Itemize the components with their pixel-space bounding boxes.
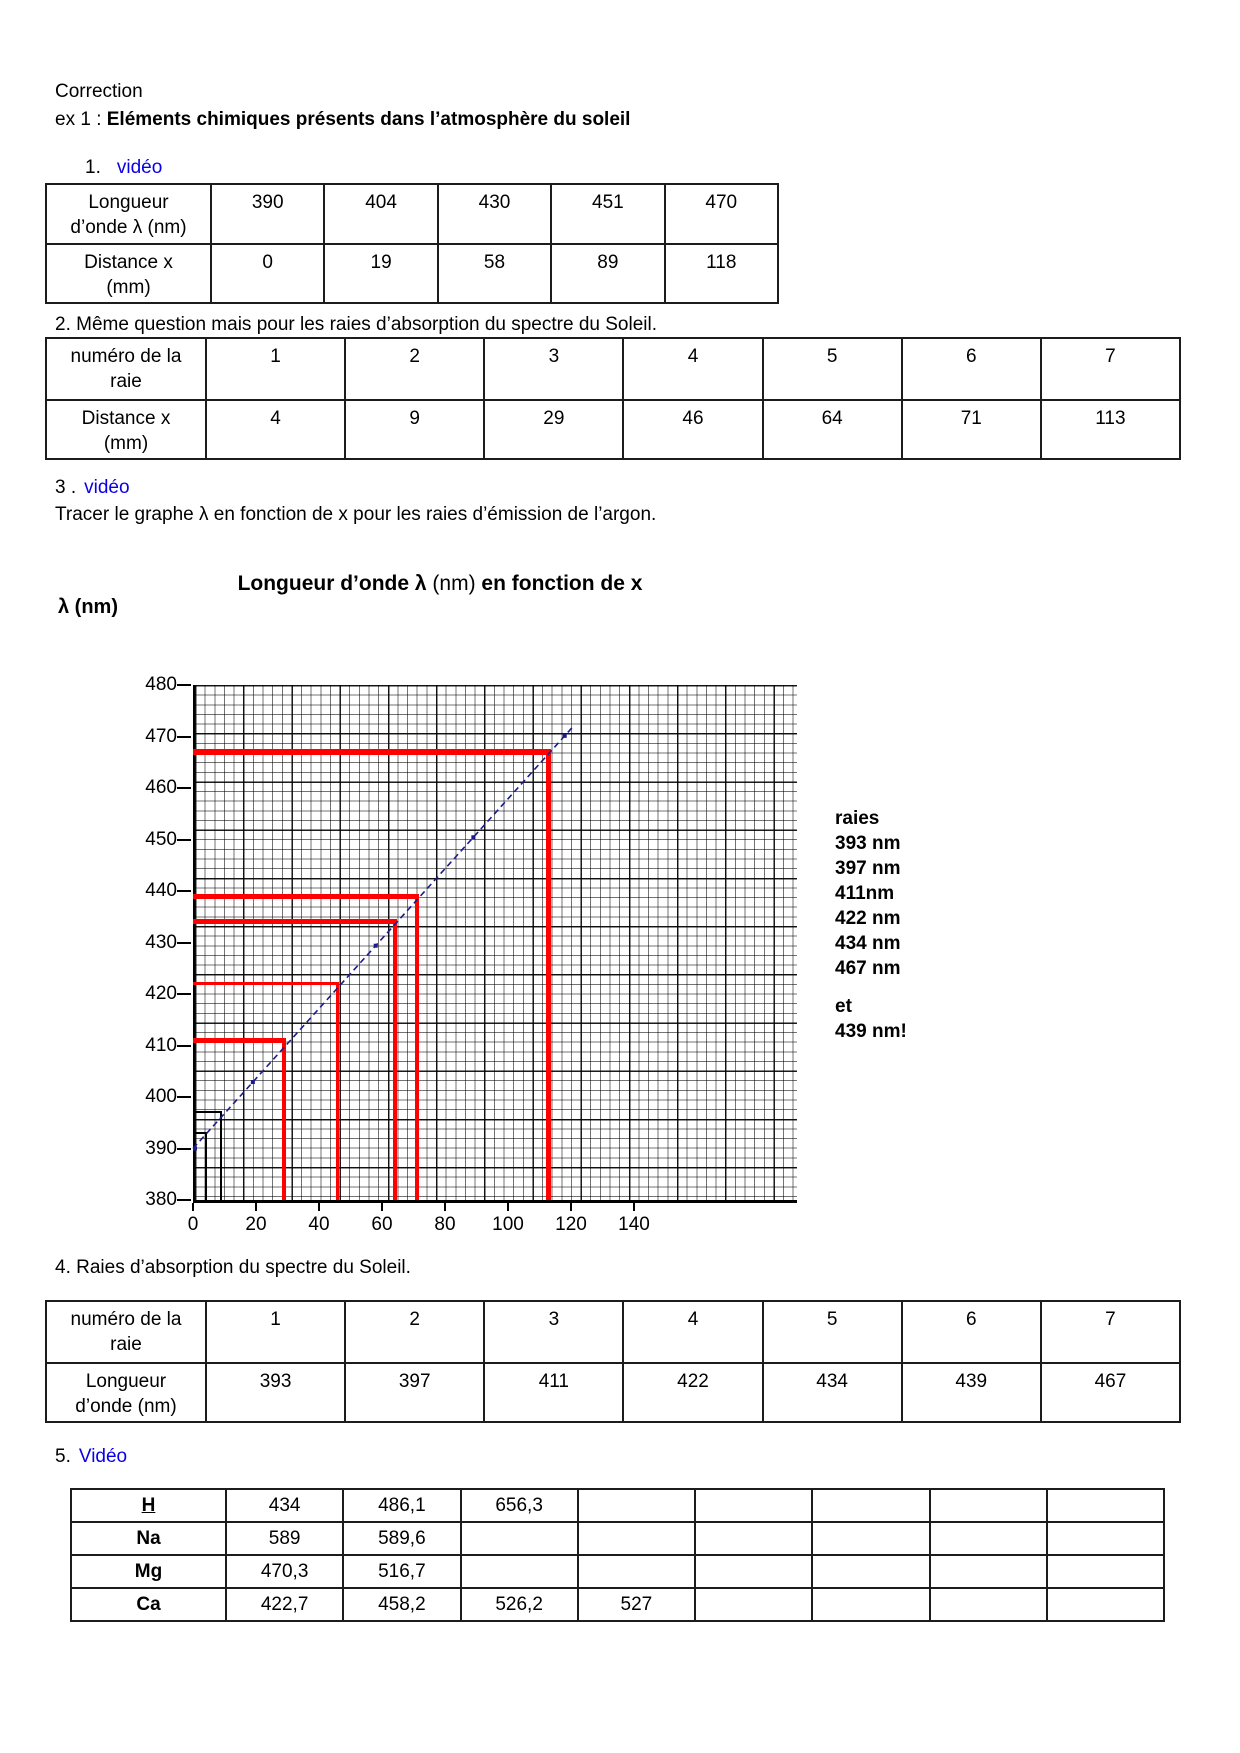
table-cell: 29	[484, 400, 623, 459]
table-cell: 46	[623, 400, 762, 459]
video-link-1[interactable]: vidéo	[116, 157, 163, 178]
y-tick-label: 420	[145, 983, 177, 1004]
element-label: Na	[71, 1522, 226, 1555]
row-label: Longueur d’onde λ (nm)	[46, 184, 211, 244]
table-cell: 422,7	[226, 1588, 343, 1621]
table-cell: 113	[1041, 400, 1180, 459]
y-tick-mark	[177, 993, 191, 995]
table-row	[46, 184, 778, 244]
x-tick-label: 120	[555, 1214, 587, 1235]
table-cell	[1047, 1522, 1164, 1555]
y-tick-label: 430	[145, 931, 177, 953]
y-tick-mark	[177, 1199, 191, 1201]
row-label: Longueur d’onde (nm)	[46, 1363, 206, 1422]
table-cell	[695, 1555, 812, 1588]
x-tick-label: 140	[618, 1214, 650, 1235]
table-cell: 3	[484, 1301, 623, 1363]
table-cell	[695, 1588, 812, 1621]
table-cell	[1047, 1489, 1164, 1522]
element-label: Mg	[71, 1555, 226, 1588]
table-cell: 9	[345, 400, 484, 459]
x-tick-label: 40	[308, 1214, 330, 1235]
table-cell: 467	[1041, 1363, 1180, 1422]
x-tick-mark	[507, 1203, 509, 1211]
element-label: H	[71, 1489, 226, 1522]
table-cell: 58	[438, 244, 551, 303]
y-tick-label: 380	[145, 1189, 177, 1210]
table-cell: 1	[206, 338, 345, 400]
table-cell	[461, 1555, 578, 1588]
table-cell: 3	[484, 338, 623, 400]
y-tick-label: 440	[145, 880, 177, 901]
x-tick-mark	[318, 1203, 320, 1211]
y-tick-mark	[177, 1148, 191, 1150]
annotation-item: 422 nm	[835, 908, 901, 929]
y-tick-mark	[177, 684, 191, 686]
table-cell: 411	[484, 1363, 623, 1422]
table-cell: 393	[206, 1363, 345, 1422]
x-tick-label: 80	[434, 1214, 456, 1235]
section-3-instruction: Tracer le graphe λ en fonction de x pour les raies d’émission de l’argon.	[55, 504, 657, 525]
table-cell	[930, 1522, 1047, 1555]
x-tick-label: 60	[371, 1214, 393, 1235]
y-tick-mark	[177, 736, 191, 738]
table-cell: 2	[345, 1301, 484, 1363]
table-row	[46, 244, 778, 303]
table-cell: 526,2	[461, 1588, 578, 1621]
table-cell: 390	[211, 184, 324, 244]
x-tick-mark	[570, 1203, 572, 1211]
table-cell	[812, 1588, 929, 1621]
y-tick-label: 450	[145, 828, 177, 850]
x-tick-label: 20	[245, 1214, 267, 1235]
row-label: Distance x (mm)	[46, 400, 206, 459]
table-cell: 434	[226, 1489, 343, 1522]
y-axis-title: λ (nm)	[58, 596, 118, 618]
table-row	[71, 1588, 1164, 1621]
page-title: Correction	[55, 81, 143, 102]
x-tick-mark	[444, 1203, 446, 1211]
table-row	[46, 1363, 1180, 1422]
table-cell: 64	[763, 400, 902, 459]
table-cell: 470,3	[226, 1555, 343, 1588]
table-cell: 5	[763, 1301, 902, 1363]
section-5-heading	[55, 1445, 127, 1469]
table-cell: 1	[206, 1301, 345, 1363]
table-cell	[1047, 1588, 1164, 1621]
row-label: numéro de la raie	[46, 338, 206, 400]
y-tick-mark	[177, 1096, 191, 1098]
table-cell: 656,3	[461, 1489, 578, 1522]
table-cell: 430	[438, 184, 551, 244]
table-cell: 439	[902, 1363, 1041, 1422]
x-tick-mark	[633, 1203, 635, 1211]
section-1-number: 1.	[85, 157, 101, 178]
table-cell: 516,7	[343, 1555, 460, 1588]
table-cell	[812, 1489, 929, 1522]
video-link-5[interactable]: Vidéo	[78, 1446, 128, 1467]
table-cell: 7	[1041, 338, 1180, 400]
table-cell: 527	[578, 1588, 695, 1621]
section-5-number: 5.	[55, 1446, 71, 1467]
row-label: numéro de la raie	[46, 1301, 206, 1363]
calibration-chart	[0, 560, 1240, 1258]
y-tick-mark	[177, 787, 191, 789]
absorption-wavelength-table	[45, 1300, 1181, 1423]
annotation-heading: raies	[835, 808, 880, 829]
y-tick-label: 410	[145, 1034, 177, 1056]
table-cell: 470	[665, 184, 778, 244]
table-cell: 71	[902, 400, 1041, 459]
table-cell: 404	[324, 184, 437, 244]
annotation-item: 439 nm!	[835, 1021, 907, 1042]
annotation-item: 393 nm	[835, 833, 901, 854]
plot-area	[193, 685, 797, 1203]
table-cell: 89	[551, 244, 664, 303]
y-tick-label: 390	[145, 1137, 177, 1159]
emission-lines-table	[45, 183, 779, 304]
annotation-item: 434 nm	[835, 933, 901, 954]
table-cell	[1047, 1555, 1164, 1588]
table-cell	[578, 1489, 695, 1522]
table-cell	[930, 1489, 1047, 1522]
table-cell	[578, 1555, 695, 1588]
raies-annotation	[835, 806, 907, 1044]
table-cell	[695, 1522, 812, 1555]
y-tick-mark	[177, 942, 191, 944]
table-row	[71, 1522, 1164, 1555]
table-cell	[695, 1489, 812, 1522]
table-cell	[812, 1522, 929, 1555]
section-1-heading	[85, 156, 162, 180]
y-tick-mark	[177, 839, 191, 841]
table-cell: 4	[623, 338, 762, 400]
section-2-heading: 2. Même question mais pour les raies d’absorption du spectre du Soleil.	[55, 314, 657, 335]
section-4-heading: 4. Raies d’absorption du spectre du Soleil.	[55, 1257, 411, 1278]
table-cell: 4	[623, 1301, 762, 1363]
table-cell: 2	[345, 338, 484, 400]
annotation-item: 467 nm	[835, 958, 901, 979]
table-cell: 589,6	[343, 1522, 460, 1555]
table-cell	[930, 1588, 1047, 1621]
table-cell: 6	[902, 1301, 1041, 1363]
exercise-title	[55, 108, 630, 132]
video-link-3[interactable]: vidéo	[84, 477, 130, 498]
table-cell: 7	[1041, 1301, 1180, 1363]
exercise-title-text: Eléments chimiques présents dans l’atmosphère du soleil	[106, 109, 631, 130]
annotation-et: et	[835, 996, 852, 1017]
x-tick-label: 100	[492, 1214, 524, 1235]
annotation-item: 411nm	[835, 883, 895, 904]
table-row	[46, 400, 1180, 459]
table-cell: 0	[211, 244, 324, 303]
row-label: Distance x (mm)	[46, 244, 211, 303]
table-cell: 434	[763, 1363, 902, 1422]
section-3-number: 3 .	[55, 477, 77, 498]
section-3-heading	[55, 476, 130, 500]
table-cell: 5	[763, 338, 902, 400]
x-tick-mark	[255, 1203, 257, 1211]
table-cell: 451	[551, 184, 664, 244]
table-cell: 4	[206, 400, 345, 459]
table-cell	[461, 1522, 578, 1555]
table-cell: 19	[324, 244, 437, 303]
chart-title: Longueur d’onde λ (nm) en fonction de x	[237, 572, 643, 595]
table-cell	[578, 1522, 695, 1555]
table-cell: 486,1	[343, 1489, 460, 1522]
exercise-number: ex 1 :	[55, 109, 107, 130]
table-row	[71, 1489, 1164, 1522]
table-row	[71, 1555, 1164, 1588]
y-tick-mark	[177, 890, 191, 892]
x-tick-mark	[381, 1203, 383, 1211]
y-tick-label: 460	[145, 777, 177, 798]
y-tick-label: 470	[145, 725, 177, 747]
table-cell: 422	[623, 1363, 762, 1422]
table-row	[46, 338, 1180, 400]
table-cell: 589	[226, 1522, 343, 1555]
y-tick-label: 480	[145, 674, 177, 695]
absorption-distance-table	[45, 337, 1181, 460]
table-cell: 6	[902, 338, 1041, 400]
table-cell: 118	[665, 244, 778, 303]
table-cell	[930, 1555, 1047, 1588]
table-cell: 458,2	[343, 1588, 460, 1621]
table-row	[46, 1301, 1180, 1363]
element-label: Ca	[71, 1588, 226, 1621]
table-cell: 397	[345, 1363, 484, 1422]
x-tick-label: 0	[187, 1214, 199, 1235]
y-tick-mark	[177, 1045, 191, 1047]
table-cell	[812, 1555, 929, 1588]
element-wavelengths-table	[70, 1488, 1165, 1622]
x-tick-mark	[192, 1203, 194, 1211]
annotation-item: 397 nm	[835, 858, 901, 879]
y-tick-label: 400	[145, 1086, 177, 1107]
